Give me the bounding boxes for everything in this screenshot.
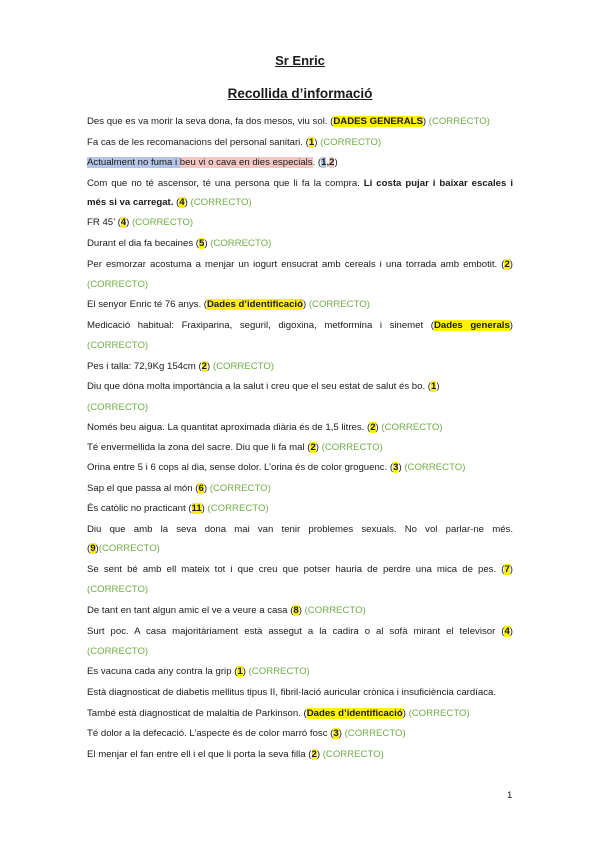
line-text: , — [326, 157, 330, 168]
line-text: Està diagnosticat de diabetis mellitus tipus II, fibril·lació auricular crònica i insuficiència cardíaca. — [87, 687, 496, 698]
body-line — [87, 708, 513, 720]
line-text: Sap el que passa al món ( — [87, 483, 199, 494]
body-line — [87, 728, 513, 740]
body-line — [87, 687, 513, 699]
body-line — [87, 279, 513, 291]
body-line — [87, 320, 513, 332]
line-text: ) — [398, 462, 405, 473]
line-text: ( — [173, 197, 180, 208]
line-text: ) — [302, 299, 309, 310]
line-text: ) — [509, 259, 513, 270]
body-line — [87, 584, 513, 596]
page-number: 1 — [507, 790, 513, 801]
correcto-note: (CORRECTO) — [87, 402, 149, 413]
highlighted-reference: beu vi o cava en dies especials — [179, 157, 313, 168]
correcto-note: (CORRECTO) — [408, 708, 470, 719]
correcto-note: (CORRECTO) — [212, 361, 274, 372]
body-line — [87, 157, 513, 169]
highlighted-reference: 3 — [333, 728, 339, 739]
body-line — [87, 524, 513, 536]
highlighted-reference: 4 — [179, 197, 185, 208]
line-text: ) — [334, 157, 338, 168]
body-line — [87, 178, 513, 190]
correcto-note: (CORRECTO) — [248, 666, 310, 677]
line-text: ) — [298, 605, 305, 616]
correcto-note: (CORRECTO) — [87, 646, 149, 657]
body-line — [87, 361, 513, 373]
line-text: Té dolor a la defecació. L’aspecte és de color marró fosc ( — [87, 728, 334, 739]
line-text: ) — [201, 503, 208, 514]
line-text: ) — [315, 442, 322, 453]
line-text: Només beu aigua. La quantitat aproximada diària és de 1,5 litres. ( — [87, 422, 371, 433]
line-text: ) — [509, 626, 513, 637]
highlighted-reference: 2 — [311, 749, 317, 760]
highlighted-reference: 2 — [504, 259, 510, 270]
highlighted-reference: Actualment no fuma i — [87, 157, 180, 168]
line-text: ) — [436, 381, 440, 392]
correcto-note: (CORRECTO) — [381, 422, 443, 433]
highlighted-reference: 1 — [430, 381, 437, 392]
line-text: ) — [402, 708, 409, 719]
highlighted-reference: 5 — [199, 238, 205, 249]
body-line — [87, 503, 513, 515]
line-text: Diu que dóna molta importància a la salut i creu que el seu estat de salut és bo. ( — [87, 381, 431, 392]
line-text: ) — [203, 483, 210, 494]
body-line — [87, 564, 513, 576]
correcto-note: (CORRECTO) — [322, 749, 384, 760]
correcto-note: (CORRECTO) — [320, 137, 382, 148]
line-text: ( — [87, 543, 91, 554]
line-text: ) — [316, 749, 323, 760]
body-line — [87, 217, 513, 229]
line-text: Fa cas de les recomanacions del personal sanitari. ( — [87, 137, 309, 148]
correcto-note: (CORRECTO) — [344, 728, 406, 739]
correcto-note: (CORRECTO) — [207, 503, 269, 514]
body-line — [87, 666, 513, 678]
highlighted-reference: Dades d’identificació — [306, 708, 403, 719]
highlighted-reference: 2 — [310, 442, 316, 453]
highlighted-reference: 11 — [191, 503, 202, 514]
correcto-note: (CORRECTO) — [87, 584, 149, 595]
body-line — [87, 626, 513, 638]
body-line — [87, 259, 513, 271]
highlighted-reference: 7 — [504, 564, 510, 575]
correcto-note: (CORRECTO) — [209, 483, 271, 494]
highlighted-reference: 4 — [504, 626, 510, 637]
correcto-note: (CORRECTO) — [404, 462, 466, 473]
correcto-note: (CORRECTO) — [428, 116, 490, 127]
correcto-note: (CORRECTO) — [321, 442, 383, 453]
highlighted-reference: 2 — [201, 361, 207, 372]
line-text: FR 45’ ( — [87, 217, 121, 228]
body-line — [87, 605, 513, 617]
correcto-note: (CORRECTO) — [87, 340, 149, 351]
line-text: . ( — [312, 157, 322, 168]
line-text: Té envermellida la zona del sacre. Diu que li fa mal ( — [87, 442, 311, 453]
body-line — [87, 422, 513, 434]
body-line — [87, 137, 513, 149]
line-text: El senyor Enric té 76 anys. ( — [87, 299, 207, 310]
line-text: Durant el dia fa becaines ( — [87, 238, 199, 249]
line-text: Surt poc. A casa majoritàriament està assegut a la cadira o al sofà mirant el televisor ( — [87, 626, 505, 637]
line-text: Medicació habitual: Fraxiparina, seguril, digoxina, metformina i sinemet ( — [87, 320, 434, 331]
highlighted-reference: 2 — [370, 422, 376, 433]
correcto-note: (CORRECTO) — [304, 605, 366, 616]
line-text: També està diagnosticat de malaltia de Parkinson. ( — [87, 708, 307, 719]
line-text: ) — [375, 422, 382, 433]
highlighted-reference: DADES GENERALS — [333, 116, 423, 127]
body-line — [87, 646, 513, 658]
line-text: ) — [204, 238, 211, 249]
highlighted-reference: 1 — [237, 666, 243, 677]
body-line — [87, 299, 513, 311]
line-text: Com que no té ascensor, té una persona que li fa la compra. — [87, 178, 364, 189]
line-text: ) — [314, 137, 321, 148]
body-line — [87, 483, 513, 495]
body-line — [87, 442, 513, 454]
line-text: El menjar el fan entre ell i el que li porta la seva filla ( — [87, 749, 312, 760]
line-text: ) — [422, 116, 429, 127]
line-text: De tant en tant algun amic el ve a veure a casa ( — [87, 605, 294, 616]
document-title: Sr Enric — [275, 53, 325, 68]
body-line — [87, 402, 513, 414]
highlighted-reference: 8 — [293, 605, 299, 616]
body-line — [87, 340, 513, 352]
highlighted-reference: Dades generals — [433, 320, 510, 331]
body-line — [87, 116, 513, 128]
line-text: Per esmorzar acostuma a menjar un iogurt ensucrat amb cereals i una torrada amb embotit. ( — [87, 259, 505, 270]
line-text: Se sent bé amb ell mateix tot i que creu que potser hauria de perdre una mica de pes. ( — [87, 564, 505, 575]
body-line — [87, 749, 513, 761]
highlighted-reference: 1 — [308, 137, 315, 148]
body-line — [87, 543, 513, 555]
highlighted-reference: 3 — [393, 462, 399, 473]
line-text: ) — [184, 197, 191, 208]
line-text: Orina entre 5 i 6 cops al dia, sense dolor. L’orina és de color groguenc. ( — [87, 462, 394, 473]
line-text: ) — [126, 217, 132, 228]
line-text: ) — [509, 564, 513, 575]
document-subtitle: Recollida d’informació — [227, 86, 373, 101]
highlighted-reference: 9 — [90, 543, 96, 554]
body-line — [87, 197, 513, 209]
line-text: ) — [207, 361, 213, 372]
line-text: Diu que amb la seva dona mai van tenir problemes sexuals. No vol parlar-ne més. — [87, 524, 513, 535]
correcto-note: (CORRECTO) — [131, 217, 194, 228]
line-text: Pes i talla: 72,9Kg 154cm ( — [87, 361, 202, 372]
line-text: Es vacuna cada any contra la grip ( — [87, 666, 238, 677]
line-text: Li costa pujar i baixar escales i — [363, 178, 513, 189]
body-line — [87, 381, 513, 393]
line-text: ) — [509, 320, 513, 331]
highlighted-reference: 6 — [198, 483, 204, 494]
line-text: Des que es va morir la seva dona, fa dos mesos, viu sol. ( — [87, 116, 334, 127]
correcto-note: (CORRECTO) — [210, 238, 272, 249]
correcto-note: (CORRECTO) — [87, 279, 149, 290]
highlighted-reference: 1 — [321, 157, 327, 168]
highlighted-reference: 4 — [120, 217, 127, 228]
line-text: ) — [95, 543, 99, 554]
line-text: És catòlic no practicant ( — [87, 503, 192, 514]
line-text: ) — [338, 728, 345, 739]
highlighted-reference: Dades d’identificació — [206, 299, 303, 310]
body-line — [87, 462, 513, 474]
line-text: més si va carregat. — [87, 197, 174, 208]
correcto-note: (CORRECTO) — [308, 299, 370, 310]
correcto-note: (CORRECTO) — [98, 543, 160, 554]
highlighted-reference: 2 — [329, 157, 335, 168]
body-line — [87, 238, 513, 250]
line-text: ) — [242, 666, 249, 677]
correcto-note: (CORRECTO) — [190, 197, 252, 208]
